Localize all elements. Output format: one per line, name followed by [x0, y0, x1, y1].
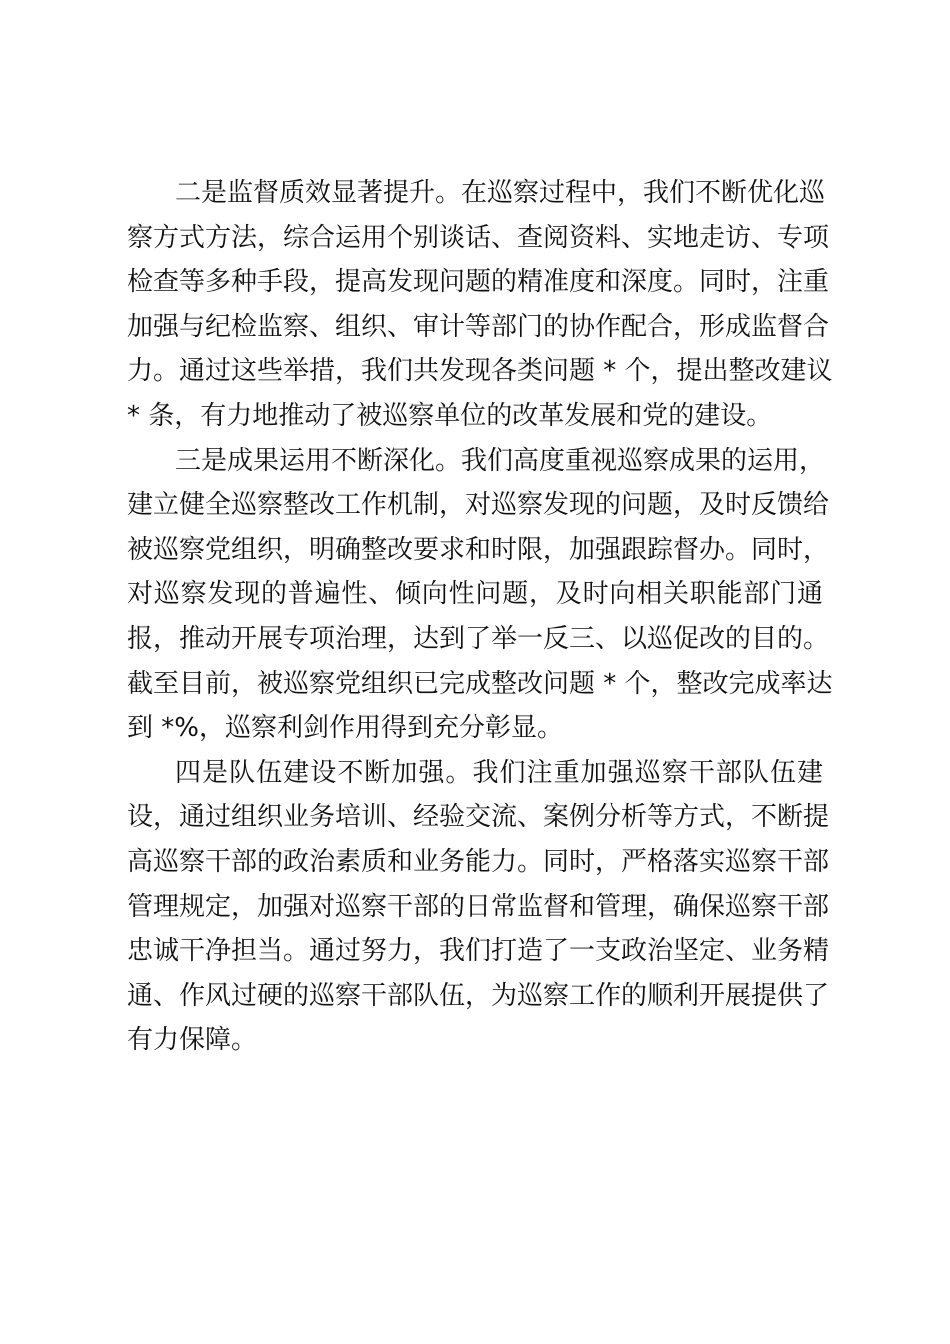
paragraph-1-line-1: 二是监督质效显著提升。在巡察过程中，我们不断优化巡 [175, 178, 826, 208]
paragraph-2-line-5: 报，推动开展专项治理，达到了举一反三、以巡促改的目的。 [127, 623, 830, 654]
paragraph-2-line-7: 到 *%，巡察利剑作用得到充分彰显。 [127, 713, 563, 744]
paragraph-1-line-4: 加强与纪检监察、组织、审计等部门的协作配合，形成监督合 [127, 311, 830, 342]
paragraph-2-line-4: 对巡察发现的普遍性、倾向性问题，及时向相关职能部门通 [127, 579, 823, 610]
paragraph-3-line-4: 管理规定，加强对巡察干部的日常监督和管理，确保巡察干部 [127, 891, 830, 922]
paragraph-1-line-5: 力。通过这些举措，我们共发现各类问题 * 个，提出整改建议 [127, 356, 833, 387]
paragraph-3-line-2: 设，通过组织业务培训、经验交流、案例分析等方式，不断提 [127, 802, 830, 833]
paragraph-1-line-6: * 条，有力地推动了被巡察单位的改革发展和党的建设。 [127, 400, 773, 431]
paragraph-3-line-5: 忠诚干净担当。通过努力，我们打造了一支政治坚定、业务精 [127, 936, 830, 967]
paragraph-3-line-1: 四是队伍建设不断加强。我们注重加强巡察干部队伍建 [175, 757, 823, 788]
paragraph-2-line-2: 建立健全巡察整改工作机制，对巡察发现的问题，及时反馈给 [127, 490, 830, 521]
paragraph-3-line-3: 高巡察干部的政治素质和业务能力。同时，严格落实巡察干部 [127, 846, 830, 877]
paragraph-2-line-1: 三是成果运用不断深化。我们高度重视巡察成果的运用， [175, 445, 826, 476]
paragraph-2-line-6: 截至目前，被巡察党组织已完成整改问题 * 个，整改完成率达 [127, 668, 833, 699]
paragraph-3-line-7: 有力保障。 [127, 1025, 258, 1056]
document-body [127, 171, 833, 1063]
paragraph-2-line-3: 被巡察党组织，明确整改要求和时限，加强跟踪督办。同时， [127, 534, 830, 565]
paragraph-3-line-6: 通、作风过硬的巡察干部队伍，为巡察工作的顺利开展提供了 [127, 980, 830, 1011]
paragraph-1-line-2: 察方式方法，综合运用个别谈话、查阅资料、实地走访、专项 [127, 222, 830, 253]
paragraph-1-line-3: 检查等多种手段，提高发现问题的精准度和深度。同时，注重 [127, 267, 830, 298]
